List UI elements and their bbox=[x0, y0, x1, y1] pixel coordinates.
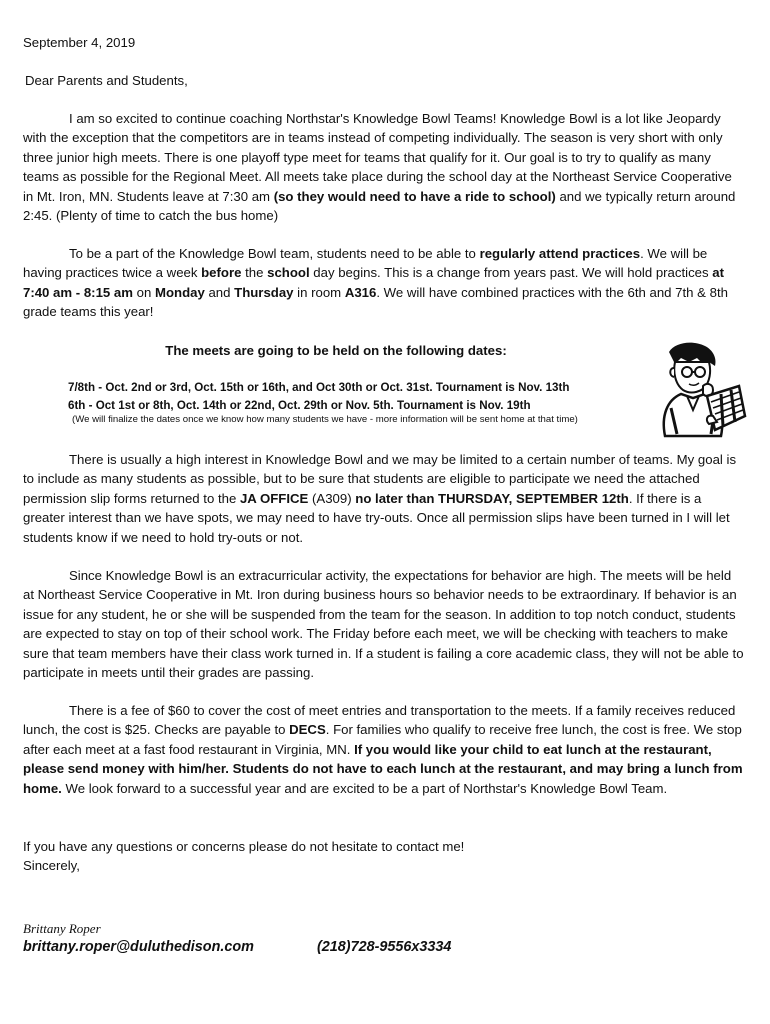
closing-sincerely: Sincerely, bbox=[23, 858, 80, 873]
contact-phone: (218)728-9556x3334 bbox=[317, 939, 452, 955]
letter-greeting: Dear Parents and Students, bbox=[25, 73, 188, 88]
closing-line: If you have any questions or concerns please do not hesitate to contact me! bbox=[23, 839, 465, 854]
meet-dates-7-8th: 7/8th - Oct. 2nd or 3rd, Oct. 15th or 16th, and Oct 30th or Oct. 31st. Tournament is Nov. 13th bbox=[68, 381, 570, 394]
paragraph-intro: I am so excited to continue coaching Northstar's Knowledge Bowl Teams! Knowledge Bowl is a lot like Jeopardy with the exception that the competitors are in teams instead of competing individually. The season is very short with only three junior high meets. There is one playoff type meet for teams that qualify for it. Our goal is to try to qualify as many teams as possible for the Regional Meet. All meets take place during the school day at the Northeast Service Cooperative in Mt. Iron, MN. Students leave at 7:30 am (so they would need to have a ride to school) and we typically return around 2:45. (Plenty of time to catch the bus home) bbox=[23, 111, 736, 224]
paragraph-practices: To be a part of the Knowledge Bowl team, students need to be able to regularly attend practices. We will be having practices twice a week before the school day begins. This is a change from years past. We will hold practices at 7:40 am - 8:15 am on Monday and Thursday in room A316. We will have combined practices with the 6th and 7th & 8th grade teams this year! bbox=[23, 246, 728, 320]
meet-dates-6th: 6th - Oct 1st or 8th, Oct. 14th or 22nd, Oct. 29th or Nov. 5th. Tournament is Nov. 19th bbox=[68, 399, 531, 412]
signature-name: Brittany Roper bbox=[23, 921, 101, 936]
paragraph-behavior: Since Knowledge Bowl is an extracurricular activity, the expectations for behavior are high. The meets will be held at Northeast Service Cooperative in Mt. Iron during business hours so behavior needs to be extraordinary. If behavior is an issue for any student, he or she will be suspended from the team for the season. In addition to top notch conduct, students are expected to stay on top of their school work. The Friday before each meet, we will be checking with teachers to make sure that team members have their class work turned in. If a student is failing a core academic class, they will not be able to participate in meets until their grades are passing. bbox=[23, 568, 744, 681]
contact-email: brittany.roper@duluthedison.com bbox=[23, 939, 254, 955]
student-reading-clipart-icon bbox=[647, 338, 749, 440]
paragraph-permission-slips: There is usually a high interest in Knowledge Bowl and we may be limited to a certain number of teams. My goal is to include as many students as possible, but to be sure that students are eligible to participate we need the attached permission slip forms returned to the JA OFFICE (A309) no later than THURSDAY, SEPTEMBER 12th. If there is a greater interest than we have spots, we may need to have try-outs. Once all permission slips have been turned in I will let students know if we need to hold try-outs or not. bbox=[23, 452, 737, 545]
meets-heading: The meets are going to be held on the following dates: bbox=[165, 343, 507, 358]
meet-dates-note: (We will finalize the dates once we know how many students we have - more information will be sent home at that time) bbox=[72, 414, 578, 425]
paragraph-fees: There is a fee of $60 to cover the cost of meet entries and transportation to the meets. If a family receives reduced lunch, the cost is $25. Checks are payable to DECS. For families who qualify to receive free lunch, the cost is free. We stop after each meet at a fast food restaurant in Virginia, MN. If you would like your child to eat lunch at the restaurant, please send money with him/her. Students do not have to each lunch at the restaurant, and may bring a lunch from home. We look forward to a successful year and are excited to be a part of Northstar's Knowledge Bowl Team. bbox=[23, 703, 743, 796]
letter-date: September 4, 2019 bbox=[23, 35, 136, 50]
